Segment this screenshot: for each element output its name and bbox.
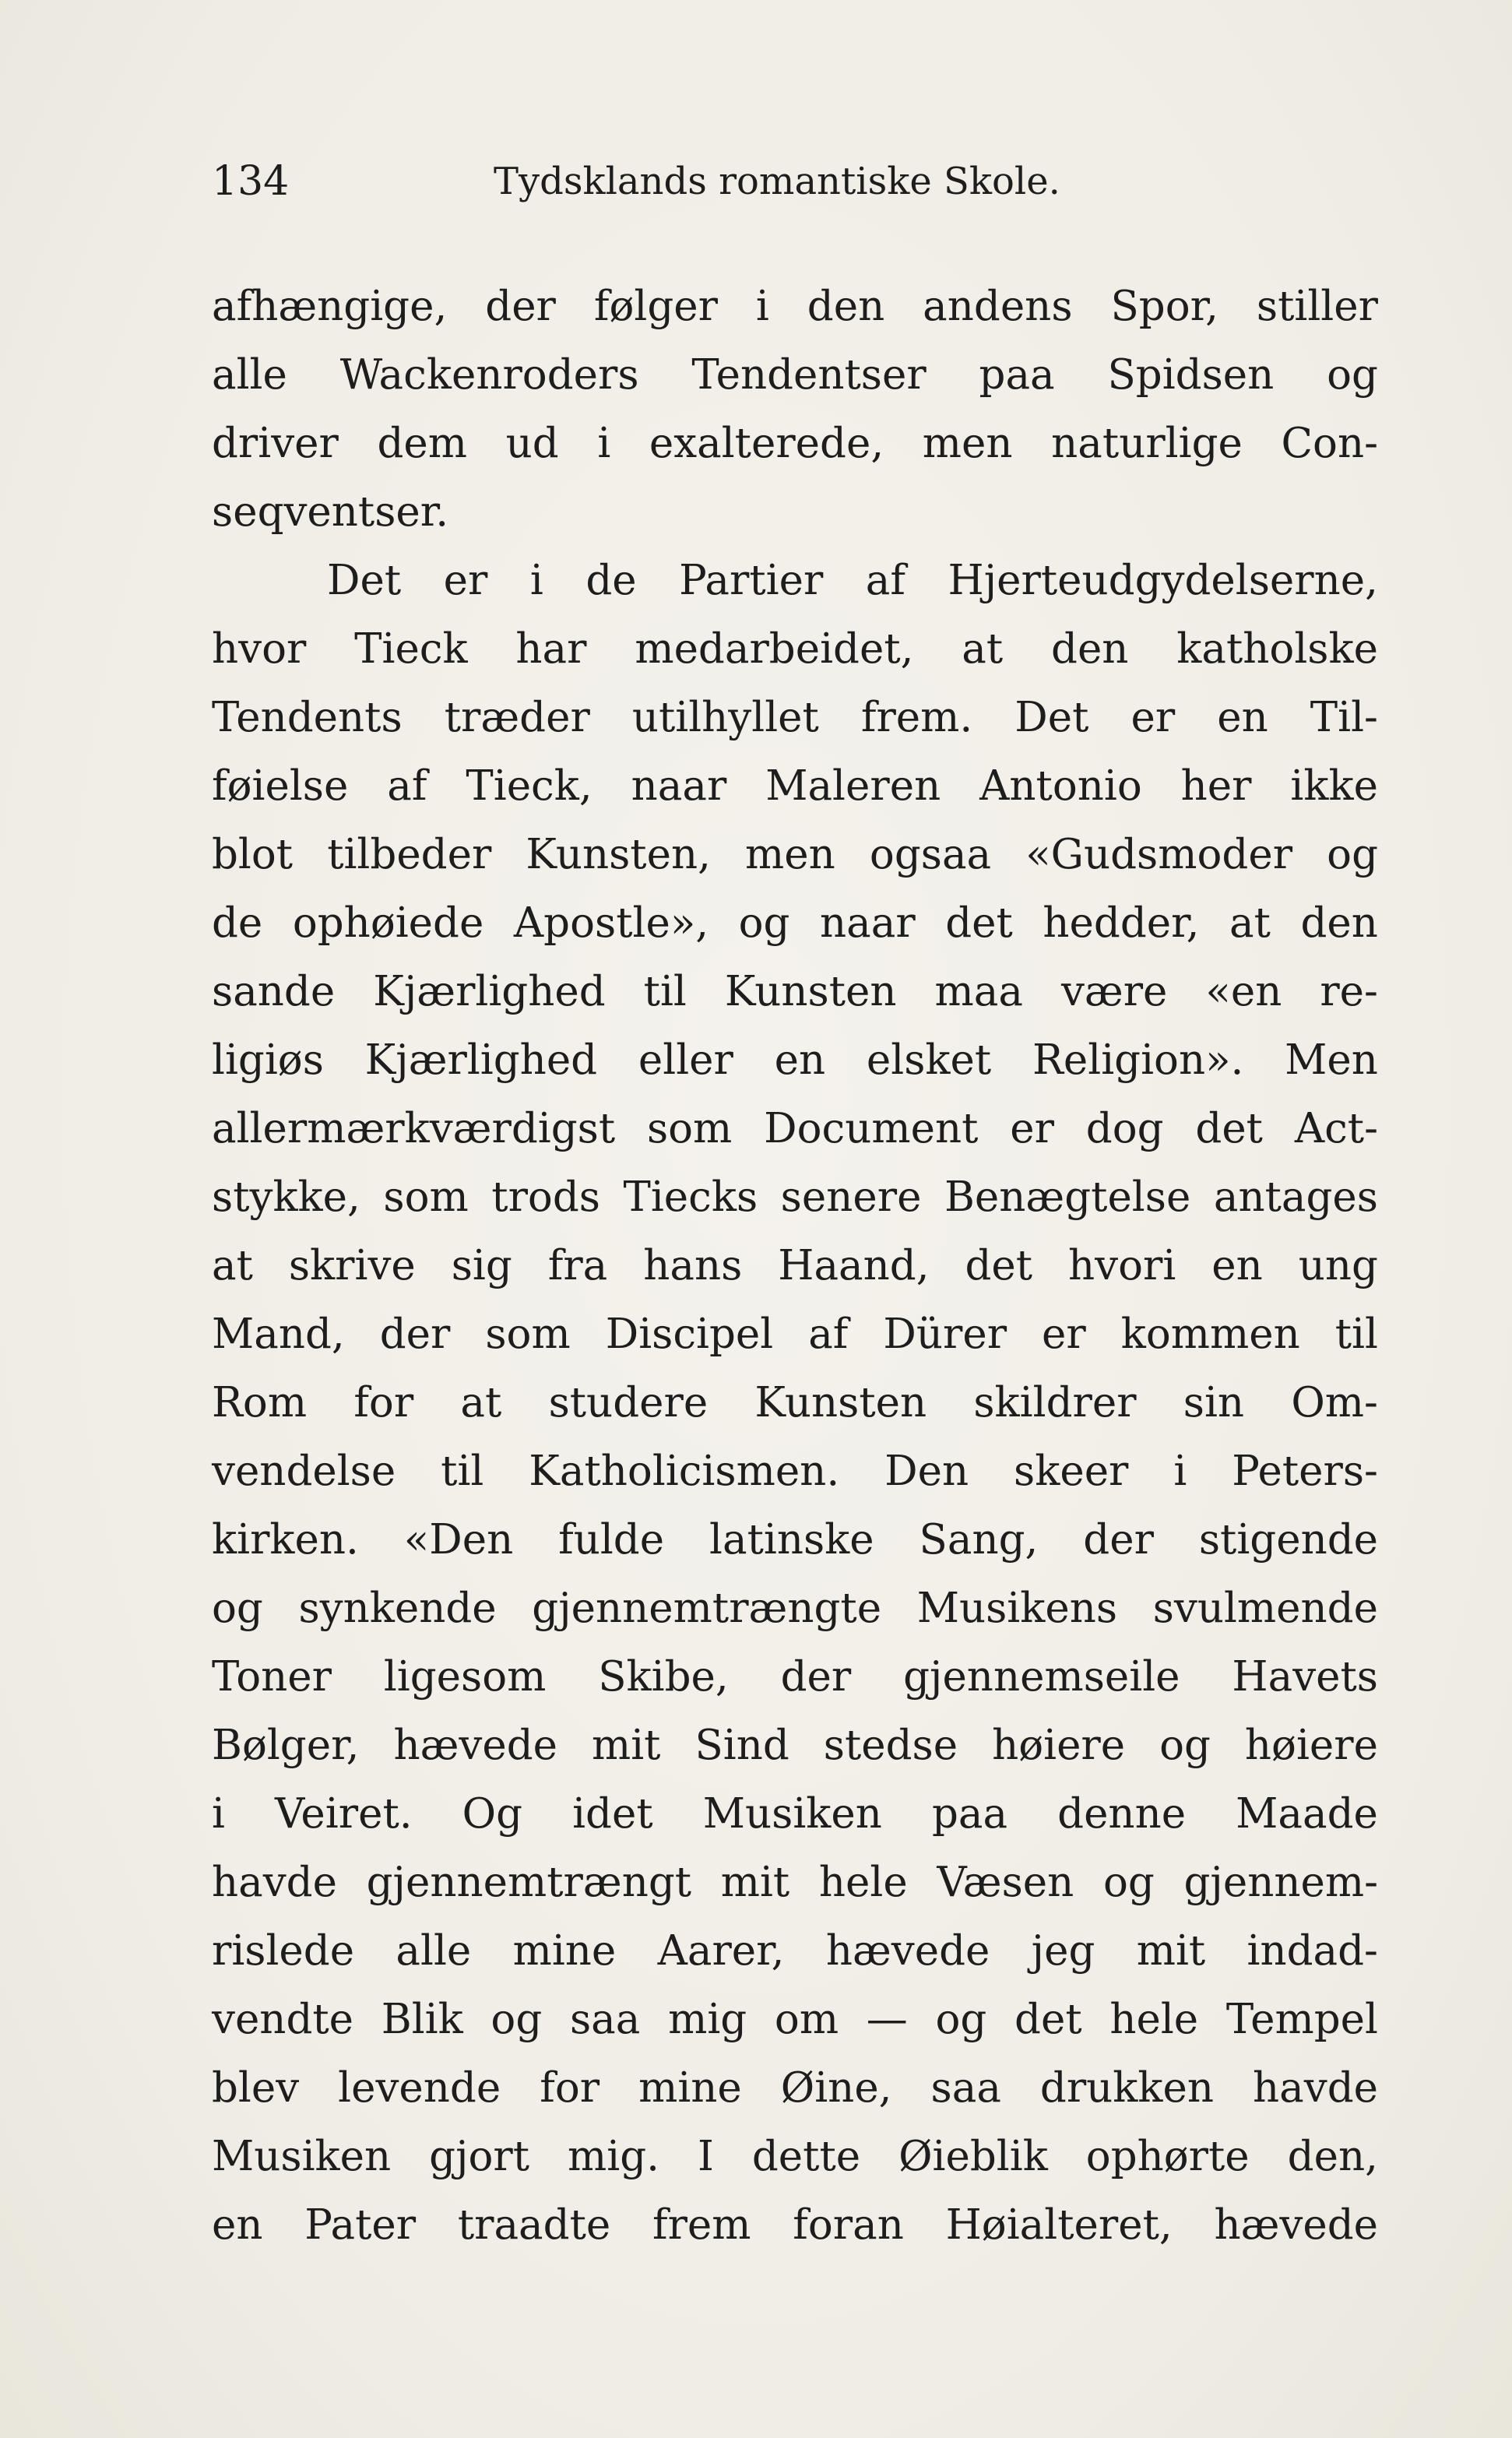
word: rislede bbox=[212, 1927, 355, 1975]
word: vendelse bbox=[212, 1448, 396, 1495]
word: i bbox=[529, 557, 543, 604]
word: Tieck bbox=[354, 625, 468, 673]
word: latinske bbox=[709, 1516, 874, 1564]
word: Tiecks bbox=[623, 1173, 758, 1221]
word: Rom bbox=[212, 1379, 308, 1427]
text-line bbox=[212, 889, 1378, 958]
word: Til- bbox=[1310, 694, 1378, 741]
word: Mand, bbox=[212, 1310, 345, 1358]
running-title: Tydsklands romantiske Skole. bbox=[494, 160, 1060, 203]
word: det bbox=[965, 1242, 1033, 1289]
word: saa bbox=[930, 2064, 1001, 2112]
word: Kjærlighed bbox=[364, 1036, 598, 1084]
text-line bbox=[212, 1026, 1378, 1095]
text-line bbox=[212, 1506, 1378, 1574]
word: der bbox=[485, 283, 556, 330]
word: hævede bbox=[393, 1722, 557, 1769]
word: en bbox=[1217, 694, 1268, 741]
word: Maade bbox=[1236, 1790, 1378, 1838]
word: til bbox=[441, 1448, 484, 1495]
word: skildrer bbox=[973, 1379, 1137, 1427]
word: træder bbox=[444, 694, 590, 741]
word: Con- bbox=[1281, 420, 1378, 467]
word: Musikens bbox=[916, 1585, 1118, 1632]
word: Kjærlighed bbox=[373, 968, 606, 1015]
word: alle bbox=[212, 351, 287, 399]
word: Apostle», bbox=[513, 899, 709, 947]
word: frem bbox=[652, 2201, 751, 2249]
word: Kunsten bbox=[754, 1379, 927, 1427]
word: af bbox=[865, 557, 906, 604]
text-line bbox=[212, 1574, 1378, 1643]
word: havde bbox=[1253, 2064, 1378, 2112]
word: og bbox=[491, 1996, 543, 2043]
word: er bbox=[1042, 1310, 1086, 1358]
word: exalterede, bbox=[649, 420, 884, 467]
word: hedder, bbox=[1043, 899, 1200, 947]
word: Kunsten bbox=[724, 968, 897, 1015]
word: Tendents bbox=[212, 694, 403, 741]
word: utilhyllet bbox=[631, 694, 819, 741]
word: Musiken bbox=[702, 1790, 882, 1838]
text-line bbox=[212, 478, 1378, 547]
word: af bbox=[808, 1310, 849, 1358]
word: dog bbox=[1085, 1105, 1164, 1152]
word: mig. bbox=[568, 2133, 659, 2180]
text-line bbox=[212, 2054, 1378, 2123]
word: eller bbox=[638, 1036, 733, 1084]
word: elsket bbox=[866, 1036, 992, 1084]
word: dem bbox=[377, 420, 468, 467]
text-line bbox=[212, 1369, 1378, 1437]
word: Discipel bbox=[605, 1310, 774, 1358]
word: — bbox=[866, 1996, 908, 2043]
word: at bbox=[1229, 899, 1271, 947]
word: Antonio bbox=[979, 762, 1142, 810]
text-line bbox=[212, 821, 1378, 889]
word: Og bbox=[462, 1790, 523, 1838]
word: hele bbox=[818, 1859, 908, 1906]
word: Maleren bbox=[765, 762, 941, 810]
word: Spidsen bbox=[1107, 351, 1275, 399]
text-line bbox=[212, 1437, 1378, 1506]
word: vendte bbox=[212, 1996, 354, 2043]
word: mine bbox=[512, 1927, 617, 1975]
word: andens bbox=[923, 283, 1073, 330]
word: afhængige, bbox=[212, 283, 448, 330]
word: gjennem- bbox=[1183, 1859, 1378, 1906]
word: Tempel bbox=[1225, 1996, 1378, 2043]
word: er bbox=[1130, 694, 1176, 741]
word: stykke, bbox=[212, 1173, 360, 1221]
word: naar bbox=[820, 899, 916, 947]
text-line bbox=[212, 410, 1378, 478]
text-line bbox=[212, 1917, 1378, 1986]
text-line bbox=[212, 1780, 1378, 1849]
text-line bbox=[212, 1300, 1378, 1369]
body-text bbox=[212, 273, 1378, 2260]
word: traadte bbox=[457, 2201, 611, 2249]
word: levende bbox=[338, 2064, 501, 2112]
word: Sind bbox=[694, 1722, 789, 1769]
word: stedse bbox=[823, 1722, 958, 1769]
word: en bbox=[1211, 1242, 1263, 1289]
text-line bbox=[212, 273, 1378, 341]
word: tilbeder bbox=[327, 831, 492, 878]
word: re- bbox=[1320, 968, 1378, 1015]
word: ud bbox=[505, 420, 559, 467]
word: Øieblik bbox=[898, 2133, 1048, 2180]
word: i bbox=[212, 1790, 225, 1838]
word: trods bbox=[491, 1173, 600, 1221]
word: fulde bbox=[558, 1516, 665, 1564]
word: Act- bbox=[1294, 1105, 1378, 1152]
text-line bbox=[212, 1712, 1378, 1780]
text-line bbox=[212, 1986, 1378, 2054]
word: kommen bbox=[1120, 1310, 1300, 1358]
word: synkende bbox=[298, 1585, 497, 1632]
word: er bbox=[1010, 1105, 1054, 1152]
word: og bbox=[1102, 1859, 1155, 1906]
word: drukken bbox=[1039, 2064, 1215, 2112]
word: dette bbox=[751, 2133, 861, 2180]
word: senere bbox=[780, 1173, 922, 1221]
word: Pater bbox=[304, 2201, 417, 2249]
word: jeg bbox=[1031, 1927, 1095, 1975]
word: der bbox=[379, 1310, 451, 1358]
text-line bbox=[212, 2123, 1378, 2191]
word: som bbox=[485, 1310, 571, 1358]
word: driver bbox=[212, 420, 339, 467]
word: Kunsten, bbox=[526, 831, 711, 878]
word: har bbox=[515, 625, 587, 673]
word: i bbox=[597, 420, 611, 467]
word: mit bbox=[720, 1859, 790, 1906]
word: sig bbox=[451, 1242, 512, 1289]
word: naar bbox=[631, 762, 727, 810]
text-line bbox=[212, 341, 1378, 410]
word: Musiken bbox=[212, 2133, 392, 2180]
word: Det bbox=[1014, 694, 1089, 741]
text-line bbox=[212, 958, 1378, 1026]
word: gjennemseile bbox=[903, 1653, 1180, 1701]
word: at bbox=[460, 1379, 502, 1427]
word: «en bbox=[1205, 968, 1282, 1015]
word: sin bbox=[1183, 1379, 1245, 1427]
word: denne bbox=[1057, 1790, 1187, 1838]
word: Wackenroders bbox=[339, 351, 639, 399]
word: paa bbox=[979, 351, 1055, 399]
word: havde bbox=[212, 1859, 337, 1906]
word: af bbox=[387, 762, 427, 810]
word: Blik bbox=[381, 1996, 463, 2043]
word: mit bbox=[591, 1722, 661, 1769]
text-line bbox=[212, 1163, 1378, 1232]
word: og bbox=[1159, 1722, 1211, 1769]
word: i bbox=[755, 283, 769, 330]
word: alle bbox=[396, 1927, 472, 1975]
word: blot bbox=[212, 831, 294, 878]
word: paa bbox=[931, 1790, 1008, 1838]
word: der bbox=[780, 1653, 852, 1701]
word: den bbox=[1051, 625, 1129, 673]
word: Peters- bbox=[1232, 1448, 1378, 1495]
text-line bbox=[212, 1232, 1378, 1300]
word: naturlige bbox=[1051, 420, 1243, 467]
word: Den bbox=[884, 1448, 969, 1495]
word: allermærkværdigst bbox=[212, 1105, 616, 1152]
word: Skibe, bbox=[598, 1653, 729, 1701]
word: indad- bbox=[1247, 1927, 1378, 1975]
word: og bbox=[212, 1585, 263, 1632]
word: idet bbox=[572, 1790, 653, 1838]
word: gjennemtrængte bbox=[532, 1585, 882, 1632]
word: I bbox=[697, 2133, 714, 2180]
word: som bbox=[383, 1173, 469, 1221]
page-number: 134 bbox=[212, 158, 290, 205]
word: høiere bbox=[992, 1722, 1126, 1769]
word: stigende bbox=[1198, 1516, 1378, 1564]
word: «Gudsmoder bbox=[1025, 831, 1293, 878]
word: Om- bbox=[1291, 1379, 1378, 1427]
word: Aarer, bbox=[657, 1927, 785, 1975]
word: skrive bbox=[288, 1242, 416, 1289]
word: Toner bbox=[212, 1653, 332, 1701]
word: svulmende bbox=[1152, 1585, 1378, 1632]
word: det bbox=[945, 899, 1013, 947]
word: studere bbox=[548, 1379, 709, 1427]
word: Det bbox=[327, 557, 402, 604]
word: som bbox=[646, 1105, 733, 1152]
word: ophørte bbox=[1085, 2133, 1250, 2180]
word: ligesom bbox=[383, 1653, 547, 1701]
word: saa bbox=[569, 1996, 641, 2043]
word: Spor, bbox=[1110, 283, 1218, 330]
page-header bbox=[212, 154, 1380, 209]
word: «Den bbox=[403, 1516, 514, 1564]
word: Religion». bbox=[1032, 1036, 1244, 1084]
word: Men bbox=[1285, 1036, 1378, 1084]
text-line bbox=[212, 547, 1378, 615]
word: Havets bbox=[1232, 1653, 1378, 1701]
word: til bbox=[643, 968, 687, 1015]
word: Benægtelse bbox=[944, 1173, 1191, 1221]
word: den bbox=[1300, 899, 1378, 947]
word: frem. bbox=[860, 694, 973, 741]
word: ophøiede bbox=[292, 899, 484, 947]
text-line bbox=[212, 1643, 1378, 1712]
word: hans bbox=[643, 1242, 743, 1289]
word: Væsen bbox=[937, 1859, 1074, 1906]
word: og bbox=[738, 899, 790, 947]
word: Katholicismen. bbox=[529, 1448, 840, 1495]
word: til bbox=[1334, 1310, 1378, 1358]
word: Dürer bbox=[883, 1310, 1007, 1358]
word: medarbeidet, bbox=[635, 625, 914, 673]
word: Øine, bbox=[780, 2064, 892, 2112]
word: seqventser. bbox=[212, 488, 449, 536]
word: skeer bbox=[1014, 1448, 1129, 1495]
text-line bbox=[212, 684, 1378, 752]
word: men bbox=[745, 831, 835, 878]
word: hvori bbox=[1068, 1242, 1176, 1289]
word: fra bbox=[547, 1242, 608, 1289]
word: ligiøs bbox=[212, 1036, 324, 1084]
word: ikke bbox=[1290, 762, 1378, 810]
word: kirken. bbox=[212, 1516, 359, 1564]
text-line bbox=[212, 1095, 1378, 1163]
word: at bbox=[212, 1242, 253, 1289]
word: det bbox=[1195, 1105, 1263, 1152]
word: Hjerteudgydelserne, bbox=[948, 557, 1378, 604]
word: katholske bbox=[1176, 625, 1378, 673]
word: for bbox=[353, 1379, 414, 1427]
word: og bbox=[1327, 351, 1378, 399]
word: hvor bbox=[212, 625, 307, 673]
word: antages bbox=[1213, 1173, 1378, 1221]
word: om bbox=[774, 1996, 839, 2043]
word: at bbox=[962, 625, 1004, 673]
word: gjort bbox=[429, 2133, 530, 2180]
word: stiller bbox=[1256, 283, 1378, 330]
word: Tieck, bbox=[466, 762, 592, 810]
word: gjennemtrængt bbox=[366, 1859, 692, 1906]
word: mig bbox=[668, 1996, 747, 2043]
word: Tendentser bbox=[691, 351, 927, 399]
word: en bbox=[212, 2201, 263, 2249]
word: det bbox=[1014, 1996, 1082, 2043]
word: Bølger, bbox=[212, 1722, 360, 1769]
word: Sang, bbox=[919, 1516, 1039, 1564]
word: i bbox=[1173, 1448, 1187, 1495]
word: hele bbox=[1109, 1996, 1199, 2043]
word: maa bbox=[934, 968, 1023, 1015]
text-line bbox=[212, 752, 1378, 821]
word: være bbox=[1060, 968, 1168, 1015]
word: og bbox=[1327, 831, 1378, 878]
word: Haand, bbox=[778, 1242, 930, 1289]
word: mit bbox=[1136, 1927, 1206, 1975]
word: for bbox=[540, 2064, 600, 2112]
text-line bbox=[212, 2191, 1378, 2260]
word: de bbox=[212, 899, 263, 947]
word: ogsaa bbox=[869, 831, 992, 878]
word: sande bbox=[212, 968, 336, 1015]
word: der bbox=[1083, 1516, 1154, 1564]
word: Document bbox=[764, 1105, 979, 1152]
word: den bbox=[807, 283, 885, 330]
word: mine bbox=[638, 2064, 742, 2112]
word: følger bbox=[593, 283, 718, 330]
word: Høialteret, bbox=[945, 2201, 1173, 2249]
word: er bbox=[443, 557, 488, 604]
word: ung bbox=[1298, 1242, 1378, 1289]
text-line bbox=[212, 1849, 1378, 1917]
word: de bbox=[585, 557, 637, 604]
word: og bbox=[935, 1996, 987, 2043]
word: hævede bbox=[1214, 2201, 1378, 2249]
word: Veiret. bbox=[275, 1790, 413, 1838]
word: men bbox=[922, 420, 1013, 467]
word: Partier bbox=[679, 557, 824, 604]
text-line bbox=[212, 615, 1378, 684]
word: hævede bbox=[825, 1927, 990, 1975]
word: den, bbox=[1287, 2133, 1378, 2180]
word: en bbox=[774, 1036, 826, 1084]
word: høiere bbox=[1244, 1722, 1378, 1769]
word: blev bbox=[212, 2064, 300, 2112]
word: føielse bbox=[212, 762, 349, 810]
word: foran bbox=[793, 2201, 904, 2249]
word: her bbox=[1180, 762, 1252, 810]
